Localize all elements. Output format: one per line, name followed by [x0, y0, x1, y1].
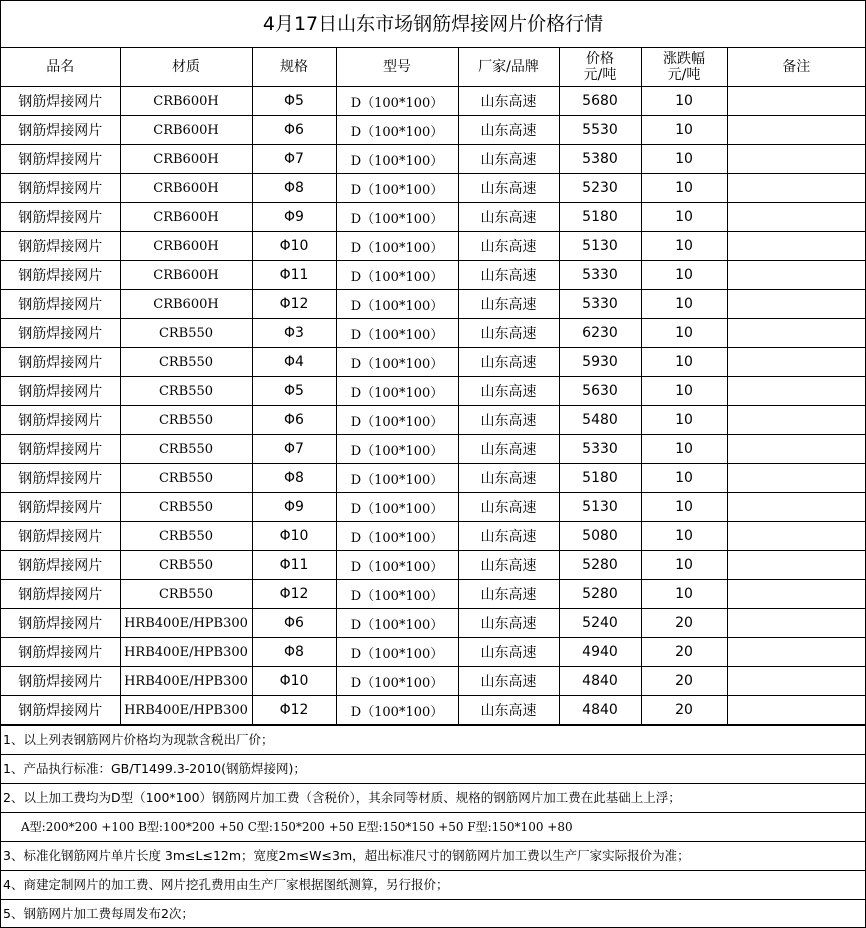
header-manufacturer: 厂家/品牌	[458, 48, 559, 87]
cell-remark	[727, 261, 865, 290]
cell-manufacturer: 山东高速	[458, 145, 559, 174]
cell-manufacturer: 山东高速	[458, 203, 559, 232]
cell-manufacturer: 山东高速	[458, 319, 559, 348]
sheet-title: 4月17日山东市场钢筋焊接网片价格行情	[1, 1, 865, 48]
table-row	[1, 464, 865, 493]
cell-material: CRB550	[120, 464, 252, 493]
cell-remark	[727, 203, 865, 232]
cell-product-name: 钢筋焊接网片	[1, 348, 120, 377]
cell-change: 20	[641, 609, 727, 638]
cell-remark	[727, 145, 865, 174]
cell-change: 10	[641, 261, 727, 290]
cell-model: D（100*100）	[336, 232, 458, 261]
cell-spec: Φ10	[252, 232, 336, 261]
header-spec: 规格	[252, 48, 336, 87]
cell-price: 5330	[559, 261, 641, 290]
cell-manufacturer: 山东高速	[458, 232, 559, 261]
cell-product-name: 钢筋焊接网片	[1, 87, 120, 116]
cell-remark	[727, 348, 865, 377]
note-line: A型:200*200 +100 B型:100*200 +50 C型:150*200 +50 E型:150*150 +50 F型:150*100 +80	[1, 812, 865, 841]
cell-material: CRB550	[120, 406, 252, 435]
note-line: 1、产品执行标准：GB/T1499.3-2010(钢筋焊接网)；	[1, 754, 865, 783]
cell-manufacturer: 山东高速	[458, 522, 559, 551]
table-row	[1, 609, 865, 638]
cell-manufacturer: 山东高速	[458, 87, 559, 116]
header-material: 材质	[120, 48, 252, 87]
cell-spec: Φ8	[252, 174, 336, 203]
cell-spec: Φ8	[252, 464, 336, 493]
table-row	[1, 261, 865, 290]
cell-spec: Φ11	[252, 551, 336, 580]
cell-price: 5630	[559, 377, 641, 406]
cell-product-name: 钢筋焊接网片	[1, 377, 120, 406]
cell-change: 10	[641, 377, 727, 406]
cell-remark	[727, 696, 865, 725]
cell-remark	[727, 609, 865, 638]
cell-manufacturer: 山东高速	[458, 116, 559, 145]
cell-manufacturer: 山东高速	[458, 551, 559, 580]
cell-manufacturer: 山东高速	[458, 261, 559, 290]
table-row	[1, 232, 865, 261]
cell-model: D（100*100）	[336, 290, 458, 319]
cell-material: CRB600H	[120, 232, 252, 261]
cell-product-name: 钢筋焊接网片	[1, 551, 120, 580]
cell-material: CRB600H	[120, 203, 252, 232]
cell-product-name: 钢筋焊接网片	[1, 696, 120, 725]
cell-material: CRB550	[120, 551, 252, 580]
table-row	[1, 551, 865, 580]
cell-price: 5180	[559, 464, 641, 493]
cell-spec: Φ5	[252, 377, 336, 406]
cell-remark	[727, 319, 865, 348]
cell-price: 4840	[559, 667, 641, 696]
cell-change: 10	[641, 551, 727, 580]
cell-remark	[727, 638, 865, 667]
header-price: 价格 元/吨	[559, 48, 641, 87]
cell-product-name: 钢筋焊接网片	[1, 116, 120, 145]
cell-price: 5380	[559, 145, 641, 174]
cell-change: 10	[641, 232, 727, 261]
cell-product-name: 钢筋焊接网片	[1, 609, 120, 638]
table-row	[1, 696, 865, 725]
cell-change: 10	[641, 290, 727, 319]
cell-model: D（100*100）	[336, 145, 458, 174]
cell-remark	[727, 580, 865, 609]
cell-remark	[727, 174, 865, 203]
cell-product-name: 钢筋焊接网片	[1, 261, 120, 290]
cell-material: CRB600H	[120, 174, 252, 203]
table-row	[1, 319, 865, 348]
cell-spec: Φ12	[252, 580, 336, 609]
cell-price: 5080	[559, 522, 641, 551]
cell-model: D（100*100）	[336, 319, 458, 348]
table-row	[1, 87, 865, 116]
cell-material: HRB400E/HPB300	[120, 609, 252, 638]
cell-product-name: 钢筋焊接网片	[1, 145, 120, 174]
cell-product-name: 钢筋焊接网片	[1, 464, 120, 493]
cell-remark	[727, 464, 865, 493]
cell-material: HRB400E/HPB300	[120, 638, 252, 667]
cell-product-name: 钢筋焊接网片	[1, 435, 120, 464]
table-row	[1, 348, 865, 377]
cell-manufacturer: 山东高速	[458, 406, 559, 435]
table-row	[1, 493, 865, 522]
cell-model: D（100*100）	[336, 435, 458, 464]
cell-price: 5330	[559, 435, 641, 464]
cell-change: 10	[641, 203, 727, 232]
cell-price: 4840	[559, 696, 641, 725]
cell-model: D（100*100）	[336, 522, 458, 551]
cell-remark	[727, 667, 865, 696]
cell-change: 20	[641, 667, 727, 696]
cell-price: 6230	[559, 319, 641, 348]
cell-model: D（100*100）	[336, 696, 458, 725]
table-row	[1, 290, 865, 319]
cell-material: CRB600H	[120, 261, 252, 290]
cell-product-name: 钢筋焊接网片	[1, 174, 120, 203]
cell-price: 5680	[559, 87, 641, 116]
cell-material: CRB550	[120, 435, 252, 464]
cell-manufacturer: 山东高速	[458, 638, 559, 667]
cell-remark	[727, 551, 865, 580]
cell-manufacturer: 山东高速	[458, 348, 559, 377]
cell-remark	[727, 290, 865, 319]
cell-material: CRB550	[120, 319, 252, 348]
table-row	[1, 522, 865, 551]
cell-spec: Φ6	[252, 609, 336, 638]
cell-change: 10	[641, 493, 727, 522]
cell-model: D（100*100）	[336, 377, 458, 406]
cell-material: CRB550	[120, 493, 252, 522]
cell-manufacturer: 山东高速	[458, 464, 559, 493]
cell-change: 10	[641, 435, 727, 464]
cell-model: D（100*100）	[336, 609, 458, 638]
cell-price: 5330	[559, 290, 641, 319]
cell-price: 5530	[559, 116, 641, 145]
cell-model: D（100*100）	[336, 667, 458, 696]
cell-spec: Φ12	[252, 290, 336, 319]
cell-change: 10	[641, 464, 727, 493]
header-product-name: 品名	[1, 48, 120, 87]
table-row	[1, 435, 865, 464]
table-body	[1, 87, 865, 725]
cell-remark	[727, 435, 865, 464]
cell-change: 10	[641, 174, 727, 203]
price-table	[1, 48, 865, 725]
cell-price: 5180	[559, 203, 641, 232]
cell-change: 10	[641, 348, 727, 377]
table-row	[1, 377, 865, 406]
cell-remark	[727, 493, 865, 522]
note-line: 3、标准化钢筋网片单片长度 3m≤L≤12m；宽度2m≤W≤3m，超出标准尺寸的钢筋网片加工费以生产厂家实际报价为准；	[1, 841, 865, 870]
cell-product-name: 钢筋焊接网片	[1, 232, 120, 261]
cell-spec: Φ6	[252, 116, 336, 145]
cell-remark	[727, 377, 865, 406]
cell-material: CRB550	[120, 348, 252, 377]
header-model: 型号	[336, 48, 458, 87]
cell-change: 10	[641, 580, 727, 609]
cell-price: 5480	[559, 406, 641, 435]
table-row	[1, 406, 865, 435]
cell-remark	[727, 406, 865, 435]
cell-product-name: 钢筋焊接网片	[1, 522, 120, 551]
notes-section	[1, 725, 865, 928]
cell-model: D（100*100）	[336, 406, 458, 435]
cell-remark	[727, 522, 865, 551]
cell-model: D（100*100）	[336, 493, 458, 522]
table-row	[1, 638, 865, 667]
cell-model: D（100*100）	[336, 116, 458, 145]
cell-price: 5130	[559, 232, 641, 261]
cell-manufacturer: 山东高速	[458, 377, 559, 406]
cell-material: CRB550	[120, 522, 252, 551]
cell-product-name: 钢筋焊接网片	[1, 203, 120, 232]
cell-product-name: 钢筋焊接网片	[1, 319, 120, 348]
cell-remark	[727, 87, 865, 116]
cell-manufacturer: 山东高速	[458, 609, 559, 638]
cell-material: CRB550	[120, 377, 252, 406]
table-row	[1, 203, 865, 232]
cell-material: CRB600H	[120, 116, 252, 145]
cell-spec: Φ11	[252, 261, 336, 290]
cell-model: D（100*100）	[336, 203, 458, 232]
cell-spec: Φ5	[252, 87, 336, 116]
cell-price: 5240	[559, 609, 641, 638]
note-line: 5、钢筋网片加工费每周发布2次；	[1, 899, 865, 928]
cell-model: D（100*100）	[336, 638, 458, 667]
cell-model: D（100*100）	[336, 348, 458, 377]
cell-model: D（100*100）	[336, 174, 458, 203]
cell-price: 5230	[559, 174, 641, 203]
cell-spec: Φ9	[252, 493, 336, 522]
table-row	[1, 174, 865, 203]
cell-model: D（100*100）	[336, 464, 458, 493]
table-row	[1, 667, 865, 696]
table-row	[1, 116, 865, 145]
cell-price: 5280	[559, 551, 641, 580]
cell-material: CRB600H	[120, 290, 252, 319]
cell-spec: Φ3	[252, 319, 336, 348]
cell-material: HRB400E/HPB300	[120, 667, 252, 696]
cell-spec: Φ12	[252, 696, 336, 725]
table-row	[1, 580, 865, 609]
cell-price: 5930	[559, 348, 641, 377]
cell-material: HRB400E/HPB300	[120, 696, 252, 725]
cell-model: D（100*100）	[336, 87, 458, 116]
cell-product-name: 钢筋焊接网片	[1, 493, 120, 522]
cell-change: 10	[641, 406, 727, 435]
header-row	[1, 48, 865, 87]
cell-manufacturer: 山东高速	[458, 435, 559, 464]
cell-price: 5130	[559, 493, 641, 522]
cell-manufacturer: 山东高速	[458, 290, 559, 319]
note-line: 4、商建定制网片的加工费、网片挖孔费用由生产厂家根据图纸测算，另行报价；	[1, 870, 865, 899]
cell-spec: Φ10	[252, 522, 336, 551]
cell-spec: Φ10	[252, 667, 336, 696]
cell-manufacturer: 山东高速	[458, 174, 559, 203]
cell-product-name: 钢筋焊接网片	[1, 667, 120, 696]
note-line: 1、以上列表钢筋网片价格均为现款含税出厂价；	[1, 725, 865, 754]
header-change: 涨跌幅 元/吨	[641, 48, 727, 87]
header-remark: 备注	[727, 48, 865, 87]
cell-material: CRB550	[120, 580, 252, 609]
cell-change: 10	[641, 87, 727, 116]
cell-remark	[727, 232, 865, 261]
cell-spec: Φ9	[252, 203, 336, 232]
cell-product-name: 钢筋焊接网片	[1, 580, 120, 609]
cell-remark	[727, 116, 865, 145]
cell-spec: Φ6	[252, 406, 336, 435]
table-row	[1, 145, 865, 174]
cell-model: D（100*100）	[336, 580, 458, 609]
cell-manufacturer: 山东高速	[458, 667, 559, 696]
cell-spec: Φ7	[252, 435, 336, 464]
cell-spec: Φ8	[252, 638, 336, 667]
cell-material: CRB600H	[120, 145, 252, 174]
cell-spec: Φ7	[252, 145, 336, 174]
cell-change: 10	[641, 145, 727, 174]
cell-manufacturer: 山东高速	[458, 696, 559, 725]
cell-price: 4940	[559, 638, 641, 667]
cell-change: 20	[641, 638, 727, 667]
cell-change: 20	[641, 696, 727, 725]
cell-manufacturer: 山东高速	[458, 493, 559, 522]
cell-manufacturer: 山东高速	[458, 580, 559, 609]
note-line: 2、以上加工费均为D型（100*100）钢筋网片加工费（含税价），其余同等材质、规格的钢筋网片加工费在此基础上上浮；	[1, 783, 865, 812]
cell-product-name: 钢筋焊接网片	[1, 290, 120, 319]
cell-model: D（100*100）	[336, 261, 458, 290]
cell-change: 10	[641, 522, 727, 551]
cell-model: D（100*100）	[336, 551, 458, 580]
cell-price: 5280	[559, 580, 641, 609]
cell-product-name: 钢筋焊接网片	[1, 638, 120, 667]
cell-product-name: 钢筋焊接网片	[1, 406, 120, 435]
cell-material: CRB600H	[120, 87, 252, 116]
cell-spec: Φ4	[252, 348, 336, 377]
cell-change: 10	[641, 116, 727, 145]
cell-change: 10	[641, 319, 727, 348]
